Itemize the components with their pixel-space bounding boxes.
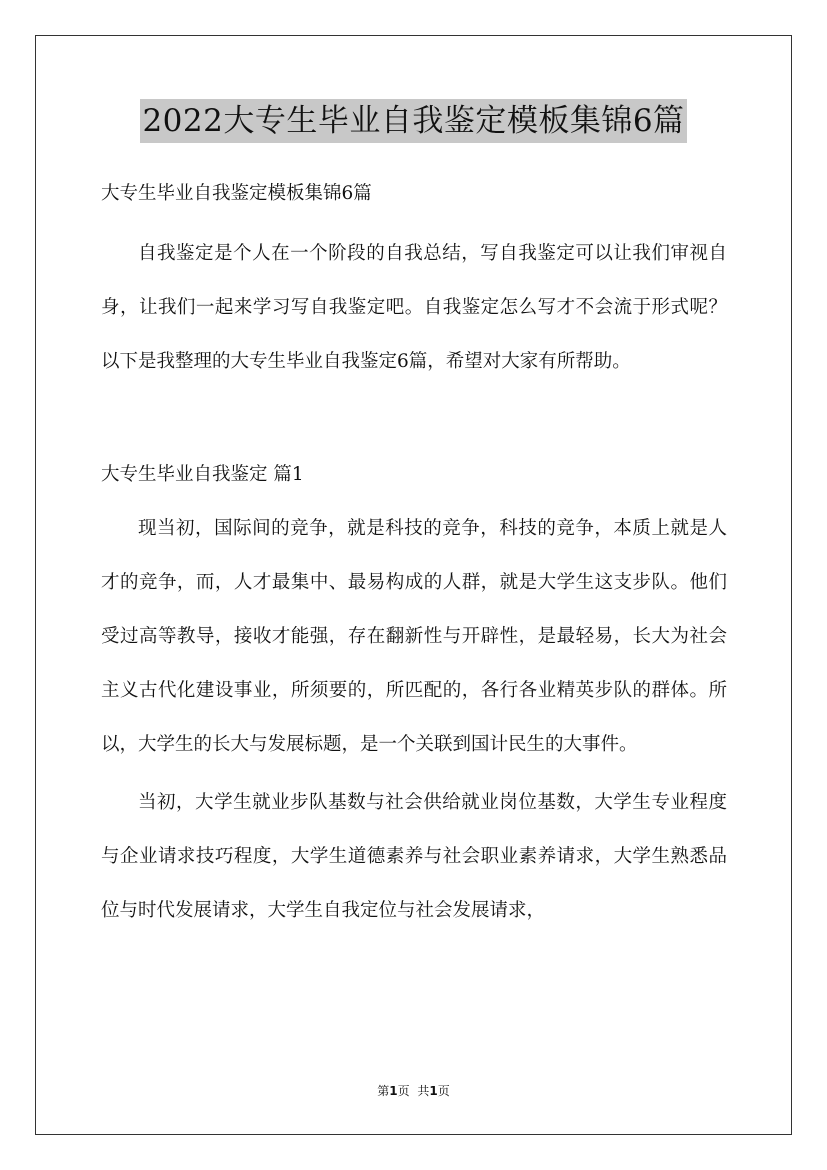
body-paragraph: 现当初，国际间的竞争，就是科技的竞争，科技的竞争，本质上就是人才的竞争，而，人才最集中、最易构成的人群，就是大学生这支步队。他们受过高等教导，接收才能强，存在翻新性与开辟性，是最轻易，长大为社会主义古代化建设事业，所须要的，所匹配的，各行各业精英步队的群体。所以，大学生的长大与发展标题，是一个关联到国计民生的大事件。 xyxy=(101,518,727,755)
total-suffix: 页 xyxy=(437,1084,450,1098)
page-suffix: 页 xyxy=(397,1084,410,1098)
document-body xyxy=(101,169,727,938)
body-paragraph: 当初，大学生就业步队基数与社会供给就业岗位基数，大学生专业程度与企业请求技巧程度，大学生道德素养与社会职业素养请求，大学生熟悉品位与时代发展请求，大学生自我定位与社会发展请求， xyxy=(101,792,727,921)
total-pages: 1 xyxy=(429,1084,438,1098)
page-prefix: 第 xyxy=(377,1084,390,1098)
document-subtitle: 大专生毕业自我鉴定模板集锦6篇 xyxy=(101,183,372,204)
section-heading: 大专生毕业自我鉴定 篇1 xyxy=(101,464,304,485)
page-number: 1 xyxy=(389,1084,398,1098)
document-title: 2022大专生毕业自我鉴定模板集锦6篇 xyxy=(140,99,686,143)
intro-paragraph: 自我鉴定是个人在一个阶段的自我总结，写自我鉴定可以让我们审视自身，让我们一起来学习写自我鉴定吧。自我鉴定怎么写才不会流于形式呢？以下是我整理的大专生毕业自我鉴定6篇，希望对大家有所帮助。 xyxy=(101,243,727,372)
total-prefix: 共 xyxy=(417,1084,430,1098)
title-container xyxy=(0,99,827,143)
page-footer xyxy=(0,1082,827,1100)
